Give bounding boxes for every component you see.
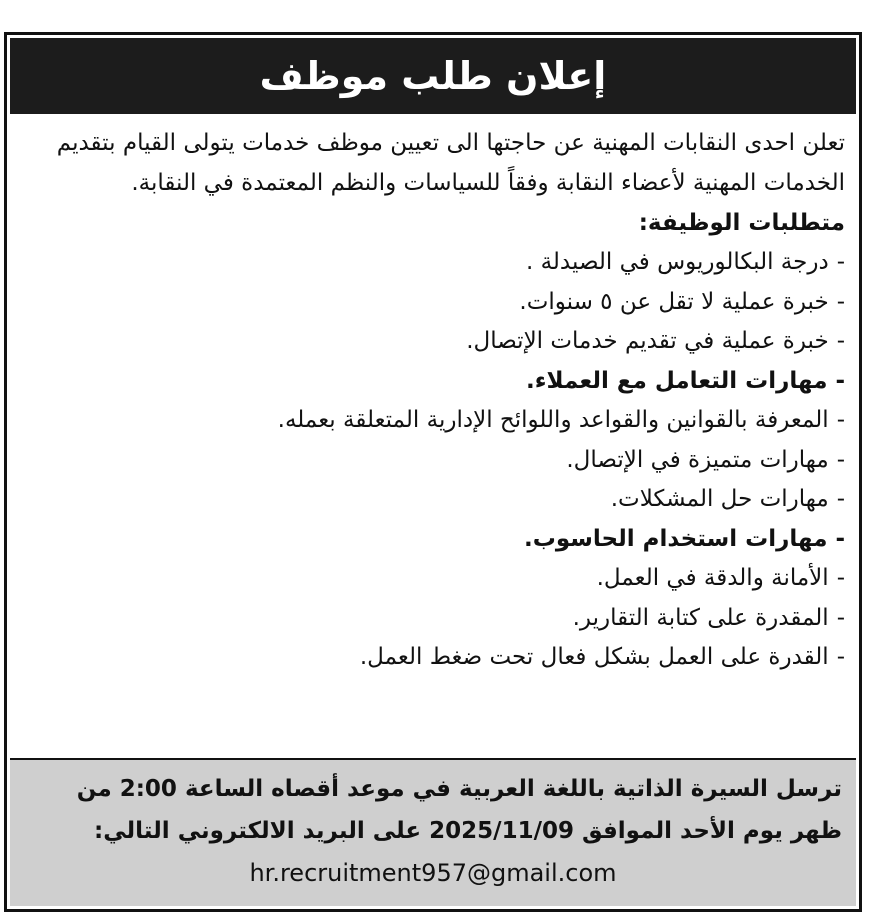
ad-title: إعلان طلب موظف (259, 54, 607, 98)
list-item (21, 362, 845, 402)
instructions-line-2: ظهر يوم الأحد الموافق 2025/11/09 على البريد الالكتروني التالي: (94, 818, 842, 844)
bullet-dash: - (836, 486, 845, 512)
job-ad-frame (4, 32, 862, 912)
requirement-text: المعرفة بالقوانين والقواعد واللوائح الإدارية المتعلقة بعمله. (277, 407, 829, 433)
bullet-dash: - (835, 525, 845, 552)
ad-body (21, 123, 845, 678)
bullet-dash: - (835, 367, 845, 394)
title-bar (10, 38, 856, 114)
list-item (21, 520, 845, 560)
instructions-line-1: ترسل السيرة الذاتية باللغة العربية في موعد أقصاه الساعة 2:00 من (76, 776, 842, 802)
requirement-text: المقدرة على كتابة التقارير. (572, 604, 829, 631)
bullet-dash: - (836, 288, 845, 315)
contact-email[interactable]: hr.recruitment957@gmail.com (249, 859, 617, 887)
requirement-text: الأمانة والدقة في العمل. (596, 565, 829, 591)
bullet-dash: - (836, 644, 845, 670)
requirement-text: مهارات حل المشكلات. (610, 486, 829, 512)
requirement-text: خبرة عملية في تقديم خدمات الإتصال. (466, 328, 829, 354)
list-item (21, 322, 845, 362)
requirements-heading: متطلبات الوظيفة: (638, 210, 845, 236)
bullet-dash: - (836, 565, 845, 591)
list-item (21, 243, 845, 283)
list-item (21, 559, 845, 599)
requirement-text: خبرة عملية لا تقل عن ٥ سنوات. (519, 288, 829, 315)
list-item (21, 401, 845, 441)
bullet-dash: - (836, 249, 845, 275)
requirements-list (21, 243, 845, 678)
requirement-text: مهارات استخدام الحاسوب. (524, 525, 828, 552)
intro-paragraph: تعلن احدى النقابات المهنية عن حاجتها الى تعيين موظف خدمات يتولى القيام بتقديم الخدمات المهنية لأعضاء النقابة وفقاً للسياسات والنظم المعتمدة في النقابة. (56, 130, 845, 196)
list-item (21, 480, 845, 520)
list-item (21, 599, 845, 639)
requirement-text: القدرة على العمل بشكل فعال تحت ضغط العمل. (359, 644, 829, 670)
requirement-text: مهارات متميزة في الإتصال. (566, 446, 829, 473)
list-item (21, 638, 845, 678)
list-item (21, 283, 845, 323)
application-instructions-box (10, 758, 856, 906)
bullet-dash: - (836, 446, 845, 473)
requirement-text: مهارات التعامل مع العملاء. (526, 367, 828, 394)
bullet-dash: - (836, 328, 845, 354)
bullet-dash: - (836, 407, 845, 433)
requirement-text: درجة البكالوريوس في الصيدلة . (525, 249, 829, 275)
bullet-dash: - (836, 604, 845, 631)
list-item (21, 441, 845, 481)
